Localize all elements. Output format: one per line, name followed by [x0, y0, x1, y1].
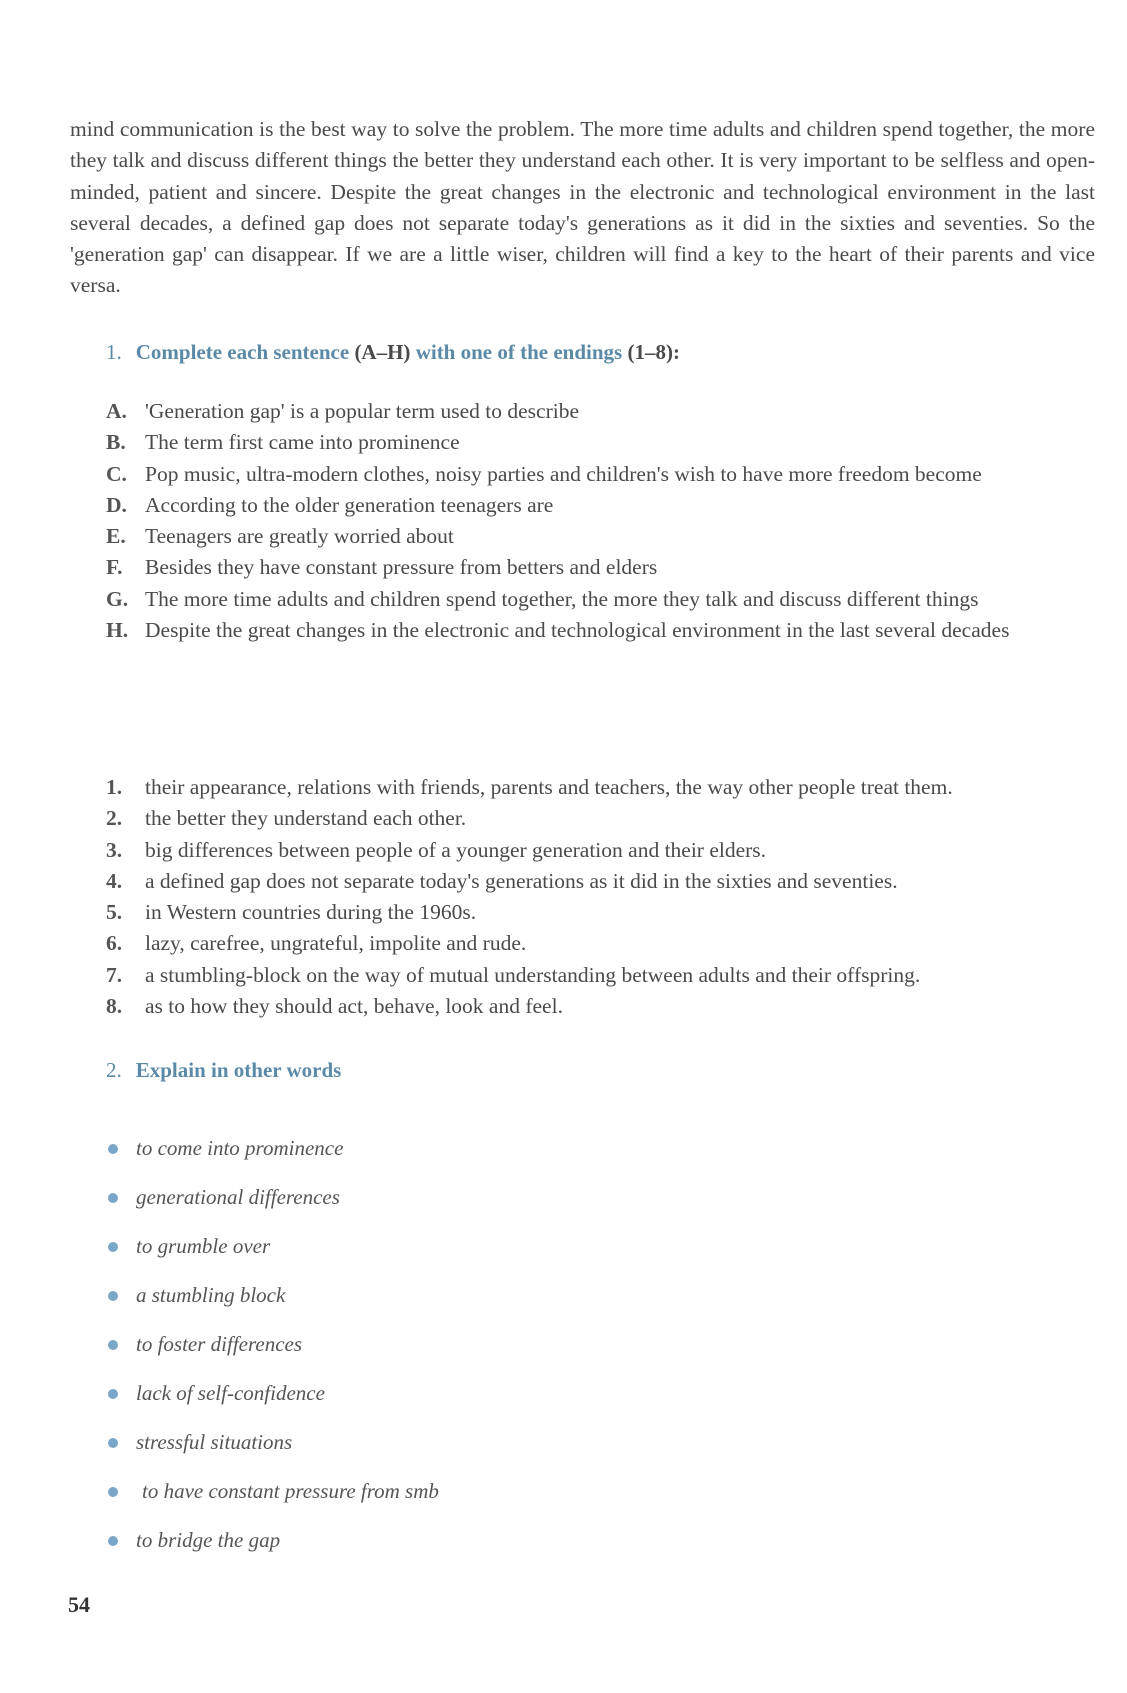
task-1-title-mid: with one of the endings [410, 340, 628, 364]
phrase-text: stressful situations [136, 1430, 293, 1454]
sentence-label: F. [106, 555, 123, 580]
ending-label: 5. [106, 900, 123, 925]
phrase-text: to bridge the gap [136, 1528, 281, 1552]
phrase-item [106, 1418, 439, 1467]
ending-label: 4. [106, 868, 123, 893]
sentence-label: D. [106, 492, 127, 517]
sentence-text: Teenagers are greatly worried about [145, 524, 454, 549]
ending-text: in Western countries during the 1960s. [145, 900, 477, 925]
ending-text: as to how they should act, behave, look and feel. [145, 994, 563, 1019]
bullet-icon [108, 1438, 118, 1448]
task-1-heading [106, 340, 680, 365]
ending-label: 2. [106, 806, 123, 831]
sentence-item [106, 521, 1096, 552]
ending-list [106, 772, 1096, 1022]
phrase-item [106, 1320, 439, 1369]
page-number: 54 [68, 1592, 90, 1617]
ending-label: 7. [106, 962, 123, 987]
sentence-item [106, 584, 1096, 615]
ending-item [106, 803, 1096, 834]
phrase-item [106, 1222, 439, 1271]
task-1-letter-range: (A–H) [354, 340, 411, 364]
ending-text: their appearance, relations with friends, parents and teachers, the way other people treat them. [145, 775, 953, 799]
task-1-title: Complete each sentence [135, 340, 355, 364]
phrase-text: to come into prominence [136, 1136, 344, 1160]
ending-item [106, 866, 1096, 897]
bullet-icon [108, 1389, 118, 1399]
phrase-text: a stumbling block [136, 1283, 286, 1307]
ending-item [106, 991, 1096, 1022]
sentence-text: According to the older generation teenagers are [145, 492, 554, 517]
bullet-icon [108, 1144, 118, 1154]
ending-text: big differences between people of a younger generation and their elders. [145, 837, 767, 862]
ending-text: a stumbling-block on the way of mutual understanding between adults and their offspring. [145, 962, 921, 987]
bullet-icon [108, 1193, 118, 1203]
ending-text: lazy, carefree, ungrateful, impolite and rude. [145, 931, 527, 956]
sentence-list [106, 396, 1096, 646]
sentence-label: C. [106, 461, 127, 486]
sentence-text: Besides they have constant pressure from betters and elders [145, 555, 658, 580]
sentence-item [106, 490, 1096, 521]
phrase-list [106, 1124, 439, 1565]
sentence-item [106, 459, 1096, 490]
sentence-item [106, 396, 1096, 427]
phrase-item [106, 1369, 439, 1418]
task-1-number: 1. [106, 340, 122, 364]
phrase-text: lack of self-confidence [136, 1381, 325, 1405]
ending-item [106, 928, 1096, 959]
bullet-icon [108, 1487, 118, 1497]
ending-label: 1. [106, 775, 123, 799]
sentence-text: Despite the great changes in the electronic and technological environment in the last several decades [145, 618, 1010, 643]
intro-paragraph: mind communication is the best way to solve the problem. The more time adults and children spend together, the more they talk and discuss different things the better they understand each other. It is very important to be selfless and open-minded, patient and sincere. Despite the great changes in the electronic and technological environment in the last several decades, a defined gap does not separate today's generations as it did in the sixties and seventies. So the 'generation gap' can disappear. If we are a little wiser, children will find a key to the heart of their parents and vice versa. [70, 117, 1095, 298]
sentence-label: A. [106, 399, 127, 423]
sentence-item [106, 552, 1096, 583]
phrase-text: to grumble over [136, 1234, 271, 1258]
bullet-icon [108, 1291, 118, 1301]
ending-label: 8. [106, 994, 123, 1019]
sentence-label: G. [106, 586, 129, 611]
ending-label: 3. [106, 837, 123, 862]
task-1-number-range: (1–8): [627, 340, 680, 364]
phrase-item [106, 1124, 439, 1173]
ending-item [106, 772, 1096, 803]
phrase-item [106, 1467, 439, 1516]
sentence-text: 'Generation gap' is a popular term used to describe [145, 399, 580, 423]
bullet-icon [108, 1242, 118, 1252]
sentence-label: H. [106, 618, 129, 643]
sentence-text: The term first came into prominence [145, 430, 460, 455]
ending-item [106, 897, 1096, 928]
sentence-text: The more time adults and children spend together, the more they talk and discuss different things [145, 586, 979, 611]
phrase-item [106, 1173, 439, 1222]
task-2-heading [106, 1058, 341, 1083]
phrase-item [106, 1516, 439, 1565]
sentence-label: E. [106, 524, 126, 549]
task-2-number: 2. [106, 1058, 122, 1082]
ending-item [106, 960, 1096, 991]
phrase-text: to foster differences [136, 1332, 303, 1356]
phrase-item [106, 1271, 439, 1320]
bullet-icon [108, 1340, 118, 1350]
ending-text: the better they understand each other. [145, 806, 467, 831]
task-2-title: Explain in other words [135, 1058, 342, 1082]
sentence-label: B. [106, 430, 126, 455]
ending-label: 6. [106, 931, 123, 956]
sentence-item [106, 427, 1096, 458]
phrase-text: to have constant pressure from smb [142, 1479, 439, 1503]
ending-item [106, 835, 1096, 866]
phrase-text: generational differences [136, 1185, 340, 1209]
sentence-item [106, 615, 1096, 646]
bullet-icon [108, 1536, 118, 1546]
sentence-text: Pop music, ultra-modern clothes, noisy parties and children's wish to have more freedom become [145, 461, 982, 486]
ending-text: a defined gap does not separate today's generations as it did in the sixties and seventies. [145, 868, 898, 893]
